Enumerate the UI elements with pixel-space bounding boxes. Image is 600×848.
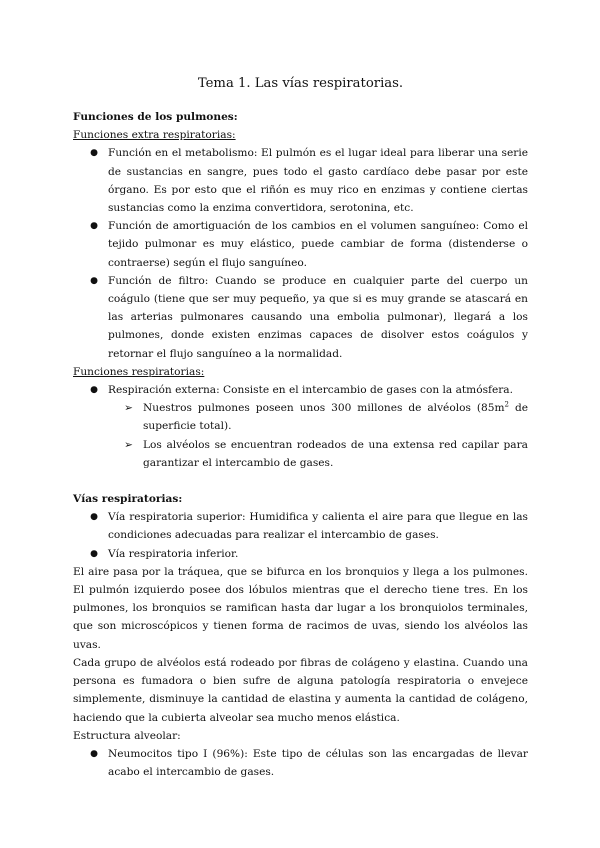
sub-list-item [73, 436, 528, 472]
list-item-text: Función de amortiguación de los cambios en el volumen sanguíneo: Como el tejido pulmonar es muy elástico, puede cambiar de forma (distenderse o contraerse) según el flujo sanguíneo. [108, 220, 528, 269]
list-item-text: Respiración externa: Consiste en el intercambio de gases con la atmósfera. [108, 384, 513, 397]
superscript: 2 [504, 400, 509, 409]
list-item [73, 144, 528, 217]
list-item-text: Vía respiratoria superior: Humidifica y calienta el aire para que llegue en las condiciones adecuadas para realizar el intercambio de gases. [108, 511, 528, 542]
subheading-respiratorias: Funciones respiratorias: [73, 365, 205, 378]
section-heading-vias: Vías respiratorias: [73, 493, 183, 506]
paragraph: Cada grupo de alvéolos está rodeado por fibras de colágeno y elastina. Cuando una persona es fumadora o bien sufre de alguna patología respiratoria o envejece simplemente, disminuye la cantidad de elastina y aumenta la cantidad de colágeno, haciendo que la cubierta alveolar sea mucho menos elástica. [73, 656, 528, 724]
section-heading-pulmones: Funciones de los pulmones: [73, 111, 238, 123]
bullet-icon: ● [90, 385, 98, 396]
sub-list-item [73, 399, 528, 435]
label-estructura-alveolar: Estructura alveolar: [73, 729, 181, 742]
bullet-icon: ● [90, 548, 98, 559]
list-item [73, 381, 528, 399]
list-item [73, 272, 528, 363]
list-item [73, 217, 528, 272]
bullet-icon: ● [90, 148, 98, 159]
list-item [73, 545, 528, 563]
bullet-icon: ● [90, 748, 98, 759]
paragraph: El aire pasa por la tráquea, que se bifurca en los bronquios y llega a los pulmones. El pulmón izquierdo posee dos lóbulos mientras que el derecho tiene tres. En los pulmones, los bronquios se ramifican hasta dar lugar a los bronquiolos terminales, que son microscópicos y tienen forma de racimos de uvas, siendo los alvéolos las uvas. [73, 565, 528, 651]
sub-list-item-text: Nuestros pulmones poseen unos 300 millones de alvéolos ($85m^2$ de superficie total). [143, 400, 528, 433]
document-body [73, 108, 528, 781]
list-item-text: Función de filtro: Cuando se produce en cualquier parte del cuerpo un coágulo (tiene que ser muy pequeño, ya que si es muy grande se atascará en las arterias pulmonares causando una embolia pulmonar), llegará a los pulmones, donde existen enzimas capaces de disolver estos coágulos y retornar el flujo sanguíneo a la normalidad. [108, 274, 528, 360]
bullet-icon: ● [90, 221, 98, 232]
arrow-bullet-icon: ➢ [124, 402, 133, 415]
subheading-extra-respiratorias: Funciones extra respiratorias: [73, 129, 236, 142]
list-item [73, 745, 528, 781]
sub-list-item-text: Los alvéolos se encuentran rodeados de una extensa red capilar para garantizar el intercambio de gases. [143, 438, 528, 469]
list-item-text: Función en el metabolismo: El pulmón es el lugar ideal para liberar una serie de sustancias en sangre, pues todo el gasto cardíaco debe pasar por este órgano. Es por esto que el riñón es muy rico en enzimas y contiene ciertas sustancias como la enzima convertidora, serotonina, etc. [108, 147, 528, 215]
page-title: Tema 1. Las vías respiratorias. [197, 76, 404, 91]
bullet-icon: ● [90, 275, 98, 286]
arrow-bullet-icon: ➢ [124, 438, 133, 451]
list-item-text: Vía respiratoria inferior. [108, 547, 239, 560]
list-item [73, 508, 528, 544]
bullet-icon: ● [90, 512, 98, 523]
list-item-text: Neumocitos tipo I (96%): Este tipo de células son las encargadas de llevar acabo el intercambio de gases. [108, 747, 528, 779]
